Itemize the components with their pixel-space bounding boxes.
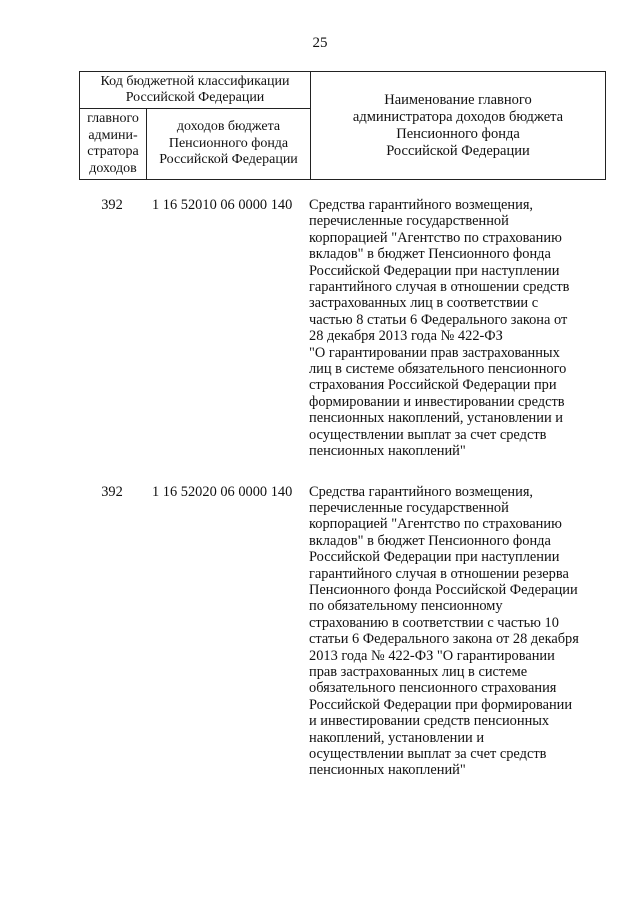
income-column-header: доходов бюджета Пенсионного фонда Российской Федерации bbox=[147, 109, 311, 180]
admin-code: 392 bbox=[101, 197, 123, 213]
classification-rows bbox=[0, 197, 640, 779]
budget-code: 1 16 52020 06 0000 140 bbox=[152, 483, 293, 500]
page-number: 25 bbox=[312, 35, 328, 51]
name-column-header: Наименование главного администратора доходов бюджета Пенсионного фонда Российской Федерации bbox=[311, 72, 606, 180]
admin-description: Средства гарантийного возмещения, перечисленные государственной корпорацией "Агентство по страхованию вкладов" в бюджет Пенсионного фонда Российской Федерации при наступлении гарантийного случая в отношении средств застрахованных лиц в соответствии с частью 8 статьи 6 Федерального закона от 28 декабря 2013 года № 422-ФЗ "О гарантировании прав застрахованных лиц в системе обязательного пенсионного страхования Российской Федерации при формировании и инвестировании средств пенсионных накоплений, установлении и осуществлении выплат за счет средств пенсионных накоплений" bbox=[309, 197, 570, 460]
table-row bbox=[0, 197, 640, 460]
admin-column-header: главного админи- стратора доходов bbox=[80, 109, 147, 180]
admin-description: Средства гарантийного возмещения, перечисленные государственной корпорацией "Агентство по страхованию вкладов" в бюджет Пенсионного фонда Российской Федерации при наступлении гарантийного случая в отношении резерва Пенсионного фонда Российской Федерации по обязательному пенсионному страхованию в соответствии с частью 10 статьи 6 Федерального закона от 28 декабря 2013 года № 422-ФЗ "О гарантировании прав застрахованных лиц в системе обязательного пенсионного страхования Российской Федерации при формировании и инвестировании средств пенсионных накоплений, установлении и осуществлении выплат за счет средств пенсионных накоплений" bbox=[309, 483, 579, 779]
admin-code: 392 bbox=[101, 483, 123, 500]
table-row bbox=[0, 484, 640, 779]
budget-code: 1 16 52010 06 0000 140 bbox=[152, 197, 293, 213]
classification-table-header bbox=[79, 71, 606, 180]
code-group-header: Код бюджетной классификации Российской Федерации bbox=[80, 72, 311, 109]
